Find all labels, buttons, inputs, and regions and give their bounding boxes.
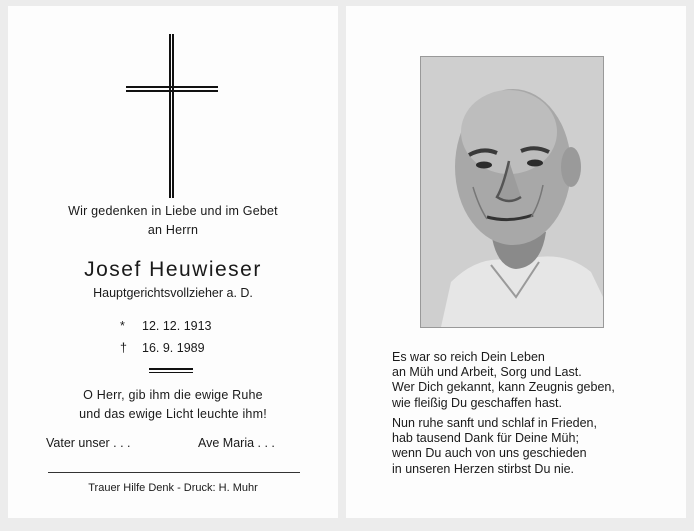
poem-stanza-2	[392, 416, 597, 477]
poem-line: Nun ruhe sanft und schlaf in Frieden,	[392, 416, 597, 430]
cross-icon	[126, 34, 218, 198]
birth-date: 12. 12. 1913	[142, 319, 212, 333]
intro-line-1: Wir gedenken in Liebe und im Gebet	[68, 204, 278, 218]
vater-unser: Vater unser . . .	[46, 436, 131, 450]
poem-line: an Müh und Arbeit, Sorg und Last.	[392, 365, 582, 380]
death-symbol: †	[120, 341, 127, 355]
printer-credit: Trauer Hilfe Denk - Druck: H. Muhr	[88, 482, 258, 494]
poem-line: Es war so reich Dein Leben	[392, 350, 545, 364]
death-date: 16. 9. 1989	[142, 341, 205, 355]
prayer-line-1: O Herr, gib ihm die ewige Ruhe	[83, 388, 263, 402]
poem-line: Wer Dich gekannt, kann Zeugnis geben,	[392, 380, 615, 395]
ave-maria: Ave Maria . . .	[198, 436, 275, 450]
double-rule-divider	[149, 368, 193, 375]
poem-line: in unseren Herzen stirbst Du nie.	[392, 461, 575, 476]
deceased-name: Josef Heuwieser	[84, 258, 262, 281]
birth-symbol: *	[120, 319, 125, 333]
portrait-photo	[420, 56, 604, 328]
poem-line: wenn Du auch von uns geschieden	[392, 446, 587, 461]
death-row	[120, 341, 205, 355]
deceased-title: Hauptgerichtsvollzieher a. D.	[93, 286, 253, 300]
right-panel	[346, 6, 686, 518]
poem-line: hab tausend Dank für Deine Müh;	[392, 431, 579, 446]
prayer-line-2: und das ewige Licht leuchte ihm!	[79, 407, 267, 421]
left-panel	[8, 6, 338, 518]
birth-row	[120, 319, 212, 333]
intro-line-2: an Herrn	[147, 223, 199, 237]
footer-rule	[48, 472, 300, 473]
poem-stanza-1	[392, 350, 615, 411]
poem-line: wie fleißig Du geschaffen hast.	[392, 395, 563, 410]
